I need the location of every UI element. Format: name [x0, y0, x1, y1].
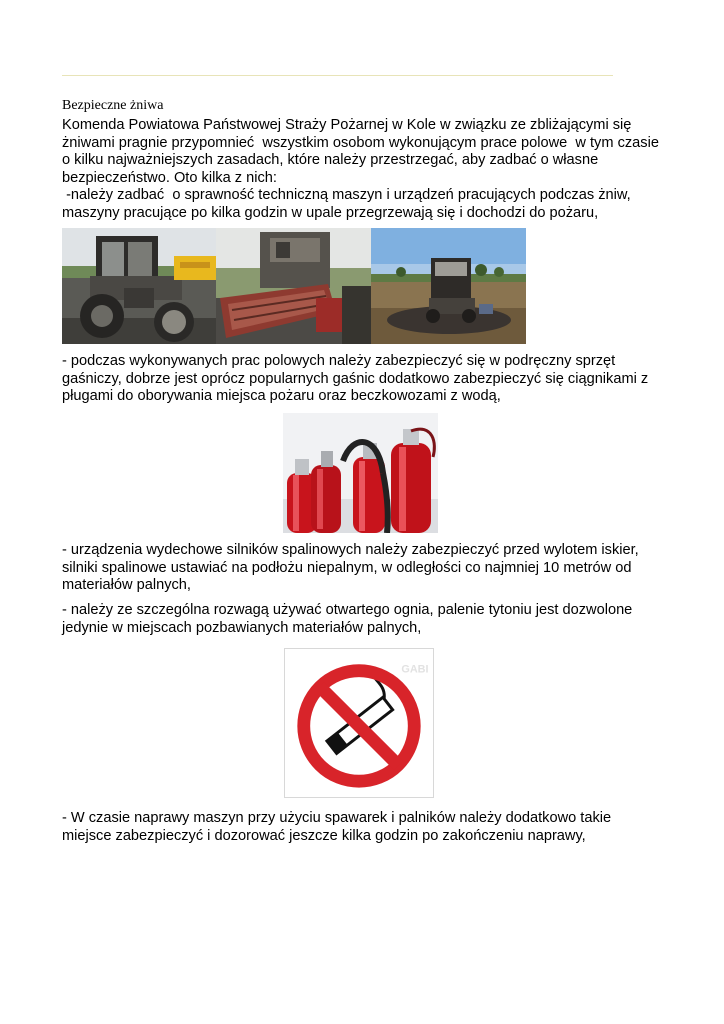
open-fire-paragraph: - należy ze szczególna rozwagą używać otwartego ognia, palenie tytoniu jest dozwolone jedynie w miejscach pozbawianych materiałów palnych, [62, 602, 637, 636]
fire-extinguishers-photo [283, 413, 438, 533]
intro-paragraph: Komenda Powiatowa Państwowej Straży Pożarnej w Kole w związku ze zbliżającymi się żniwami pragnie przypomnieć wszystkim osobom wykonującym prace polowe w tym czasie o kilku najważniejszych zasadach, które należy przestrzegać, aby zadbać o własne bezpieczeństwo. Oto kilka z nich: [62, 117, 663, 186]
burnt-machine-field-photo [371, 228, 526, 344]
document-title: Bezpieczne żniwa [62, 98, 164, 113]
exhaust-paragraph: - urządzenia wydechowe silników spalinowych należy zabezpieczyć przed wylotem iskier, silniki spalinowe ustawiać na podłożu niepalnym, w odległości co najmniej 10 metrów od materiałów palnych, [62, 542, 643, 594]
burnt-tractor-photo [62, 228, 216, 344]
burnt-combine-photo [216, 228, 371, 344]
machines-paragraph: -należy zadbać o sprawność techniczną maszyn i urządzeń pracujących podczas żniw, maszyny pracujące po kilka godzin w upale przegrzewają się i dochodzi do pożaru, [62, 187, 635, 221]
sign-watermark: GABI [401, 663, 429, 676]
welding-paragraph: - W czasie naprawy maszyn przy użyciu spawarek i palników należy dodatkowo takie miejsce zabezpieczyć i dozorować jeszcze kilka godzin po zakończeniu naprawy, [62, 810, 616, 844]
extinguishers-paragraph: - podczas wykonywanych prac polowych należy zabezpieczyć się w podręczny sprzęt gaśniczy, dobrze jest oprócz popularnych gaśnic dodatkowo zabezpieczyć się ciągnikami z pługami do oborywania miejsca pożaru oraz beczkowozami z wodą, [62, 353, 653, 405]
header-rule [62, 75, 613, 76]
no-smoking-sign-icon [284, 648, 434, 798]
